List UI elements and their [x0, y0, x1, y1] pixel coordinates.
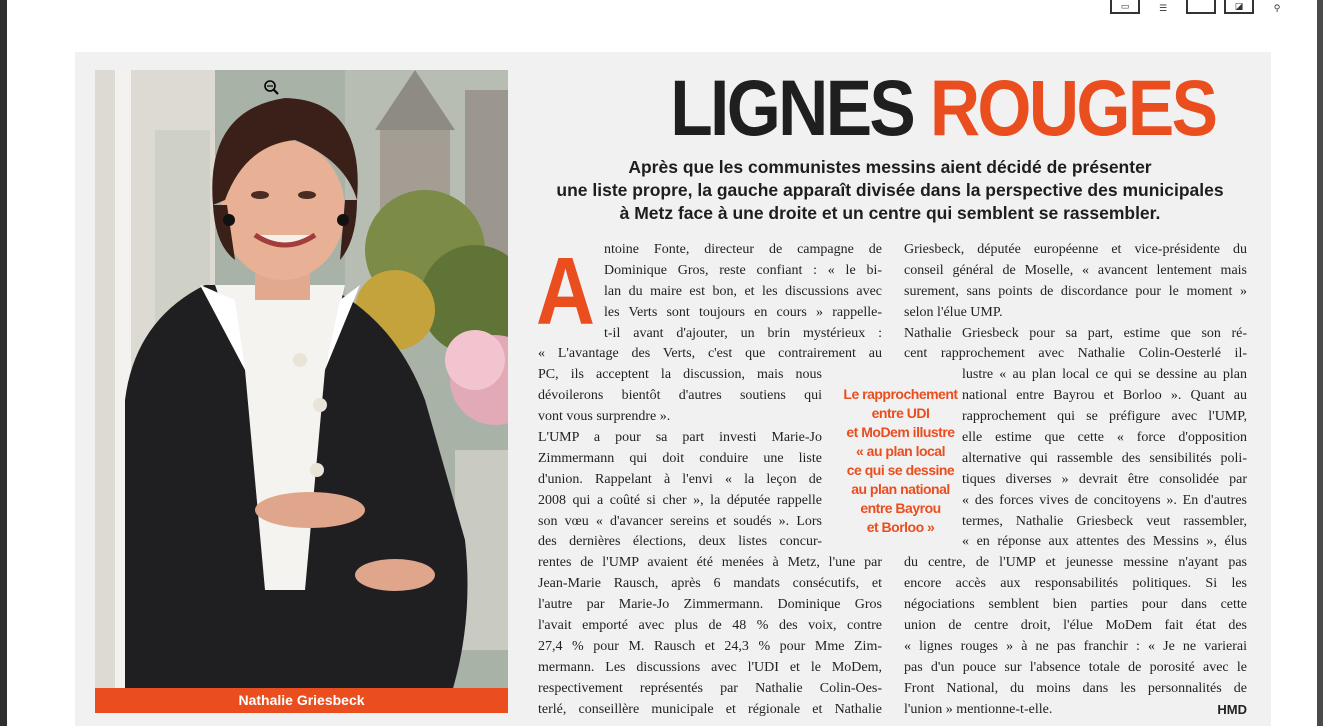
- text-line: « L'avantage des Verts, c'est que contrairement au: [538, 346, 882, 362]
- intro-line: une liste propre, la gauche apparaît divisée dans la perspective des municipales: [556, 180, 1224, 200]
- text-line: mermann. Les discussions avec l'UDI et le MoDem,: [538, 659, 882, 675]
- pull-quote-line: Le rapprochement: [843, 386, 958, 402]
- pull-quote-line: entre Bayrou: [860, 500, 941, 516]
- pull-quote-line: entre UDI: [871, 405, 930, 421]
- text-line: union de centre droit, l'élue MoDem fait état des: [904, 618, 1247, 634]
- title-word-2: ROUGES: [929, 63, 1216, 152]
- window-left-edge: [0, 0, 7, 726]
- text-line: rapprochement qui se préfigure avec l'UMP,: [962, 409, 1247, 425]
- text-line: termes, Nathalie Griesbeck veut rassembler,: [962, 513, 1247, 529]
- text-line: « lignes rouges » à ne pas franchir : « Je ne varierai: [904, 638, 1247, 654]
- text-line: t-il avant d'ajouter, un brin mystérieux :: [604, 325, 882, 341]
- text-line: cent rapprochement avec Nathalie Colin-Oesterlé il-: [904, 346, 1247, 362]
- text-line: l'union » mentionne-t-elle.: [904, 701, 1053, 717]
- scrollbar[interactable]: [1317, 0, 1323, 726]
- pull-quote-line: ce qui se dessine: [846, 462, 955, 478]
- text-line: des dernières élections, deux listes concur-: [538, 534, 822, 550]
- text-line: « en réponse aux attentes des Messins », élus: [962, 534, 1247, 550]
- list-icon[interactable]: ☰: [1148, 0, 1178, 14]
- pull-quote-line: au plan national: [851, 481, 950, 497]
- text-line: PC, ils acceptent la discussion, mais nous: [538, 367, 822, 383]
- text-line: négociations semblent bien parties pour dans cette: [904, 597, 1247, 613]
- text-line: terlé, conseillère municipale et régionale et Nathalie: [538, 701, 882, 717]
- text-line: l'avait emporté avec plus de 48 % des voix, contre: [538, 618, 882, 634]
- text-line: elle estime que cette « force d'opposition: [962, 430, 1247, 446]
- search-icon[interactable]: ⚲: [1262, 0, 1292, 14]
- photo-caption: Nathalie Griesbeck: [95, 688, 508, 713]
- book-icon[interactable]: ▭: [1110, 0, 1140, 14]
- drop-cap: A: [536, 238, 595, 345]
- article-intro: [530, 156, 1250, 225]
- text-line: l'autre par Marie-Jo Zimmermann. Dominique Gros: [538, 597, 882, 613]
- text-line: Dominique Gros, reste confiant : « le bi-: [604, 262, 882, 278]
- article-column-2: [904, 240, 1247, 720]
- text-line: d'union. Rappelant à l'envi « la leçon de: [538, 471, 822, 487]
- magazine-page: [75, 52, 1271, 726]
- last-line: [904, 700, 1247, 721]
- text-line: Griesbeck, députée européenne et vice-présidente du: [904, 242, 1247, 257]
- text-line: tiques diverses » devrait être consolidée par: [962, 471, 1247, 487]
- text-line: Zimmermann qui doit conduire une liste: [538, 450, 822, 466]
- text-line: encore accès aux responsabilités politiques. Si les: [904, 576, 1247, 592]
- text-line: surement, sans points de discordance pour le moment »: [904, 283, 1247, 299]
- text-line: selon l'élue UMP.: [904, 304, 1003, 320]
- article-title: [670, 62, 1216, 154]
- portrait-photo: [95, 70, 508, 713]
- window-icon[interactable]: [1186, 0, 1216, 14]
- pull-quote-line: « au plan local: [856, 443, 945, 459]
- viewer-toolbar: [1110, 0, 1292, 16]
- text-line: L'UMP a pour sa part investi Marie-Jo: [538, 430, 822, 446]
- text-line: son vœu « d'avancer sereins et soudés ». Lors: [538, 513, 822, 529]
- text-line: Front National, du moins dans les personnalités de: [904, 680, 1247, 696]
- text-line: 27,4 % pour M. Rausch et 24,3 % pour Mme Zim-: [538, 638, 882, 654]
- text-line: rentes de l'UMP avaient été menées à Metz, l'une par: [538, 555, 882, 571]
- text-line: « des forces vives de concitoyens ». En d'autres: [962, 492, 1247, 508]
- text-line: respectivement représentés par Nathalie Colin-Oes-: [538, 680, 882, 696]
- page-icon[interactable]: ◪: [1224, 0, 1254, 14]
- text-line: Nathalie Griesbeck pour sa part, estime que son ré-: [904, 325, 1247, 341]
- text-line: ntoine Fonte, directeur de campagne de: [604, 242, 882, 257]
- text-line: lustre « au plan local ce qui se dessine au plan: [962, 367, 1247, 383]
- text-line: du centre, de l'UMP et jeunesse messine n'ayant pas: [904, 555, 1247, 571]
- text-line: les Verts sont toujours en cours » rappelle-: [604, 304, 882, 320]
- text-line: pas d'un pouce sur l'absence totale de porosité avec le: [904, 659, 1247, 675]
- pull-quote-line: et MoDem illustre: [846, 424, 955, 440]
- text-line: 2008 qui a coûté si cher », la députée rappelle: [538, 492, 822, 508]
- text-line: national entre Bayrou et Borloo ». Quant au: [962, 388, 1247, 404]
- text-line: alternative qui rassemble des sensibilités poli-: [962, 450, 1247, 466]
- intro-line: à Metz face à une droite et un centre qui semblent se rassembler.: [619, 203, 1161, 223]
- author-signature: HMD: [1217, 701, 1247, 717]
- text-line: conseil général de Moselle, « avancent lentement mais: [904, 262, 1247, 278]
- text-line: dévoilerons bientôt d'autres soutiens qui: [538, 388, 822, 404]
- text-line: Jean-Marie Rausch, après 6 mandats consécutifs, et: [538, 576, 882, 592]
- pull-quote-line: et Borloo »: [866, 519, 935, 535]
- text-line: lan du maire est bon, et les discussions avec: [604, 283, 882, 299]
- title-word-1: LIGNES: [670, 63, 914, 152]
- text-line: vont vous surprendre ».: [538, 409, 671, 425]
- intro-line: Après que les communistes messins aient décidé de présenter: [628, 157, 1152, 177]
